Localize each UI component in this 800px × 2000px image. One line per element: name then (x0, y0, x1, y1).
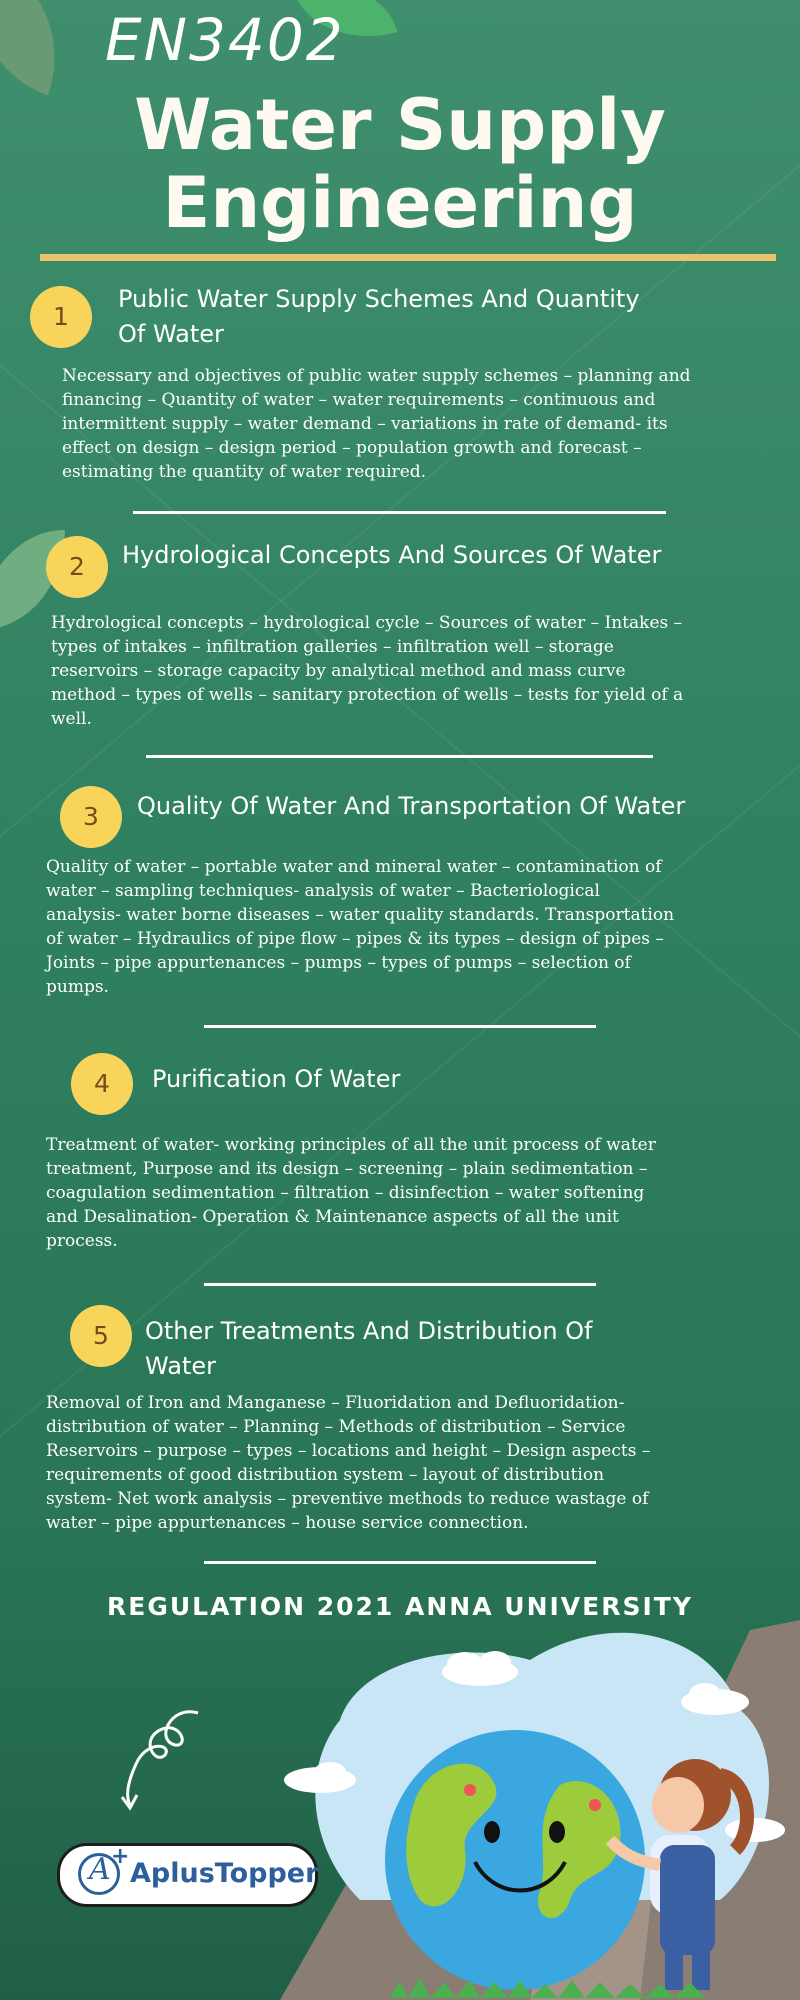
unit-number-badge: 2 (46, 536, 108, 598)
unit-heading: Hydrological Concepts And Sources Of Water (122, 541, 662, 569)
regulation-caption: REGULATION 2021 ANNA UNIVERSITY (107, 1592, 693, 1621)
unit-number-badge: 4 (71, 1053, 133, 1115)
unit-description: Hydrological concepts – hydrological cycle – Sources of water – Intakes – types of intakes – infiltration galleries – infiltration well – storage reservoirs – storage capacity by analytical method and mass curve method – types of wells – sanitary protection of wells – tests for yield of a well. (51, 613, 684, 729)
unit-heading: Purification Of Water (152, 1065, 401, 1093)
section-divider (204, 1283, 596, 1286)
unit-heading: Public Water Supply Schemes And Quantity Of Water (118, 285, 640, 348)
unit-number-badge: 5 (70, 1305, 132, 1367)
unit-number-badge: 3 (60, 786, 122, 848)
logo-mark: A (89, 1852, 111, 1887)
section-divider (204, 1561, 596, 1564)
page-title-line1: Water Supply (134, 84, 666, 166)
aplustopper-logo[interactable] (57, 1843, 318, 1907)
title-underline (40, 254, 776, 261)
earth-illustration (280, 1600, 800, 2000)
unit-description: Quality of water – portable water and mineral water – contamination of water – sampling techniques- analysis of water – Bacteriological analysis- water borne diseases – water quality standards. Transportation of water – Hydraulics of pipe flow – pipes & its types – design of pipes – Joints – pipe appurtenances – pumps – types of pumps – selection of pumps. (46, 857, 675, 997)
unit-heading: Quality Of Water And Transportation Of Water (137, 792, 686, 820)
unit-description: Treatment of water- working principles of all the unit process of water treatment, Purpose and its design – screening – plain sedimentation – coagulation sedimentation – filtration – disinfection – water softening and Desalination- Operation & Maintenance aspects of all the unit process. (46, 1135, 656, 1251)
unit-description: Removal of Iron and Manganese – Fluoridation and Defluoridation- distribution of water – Planning – Methods of distribution – Service Reservoirs – purpose – types – locations and height – Design aspects – requirements of good distribution system – layout of distribution system- Net work analysis – preventive methods to reduce wastage of water – pipe appurtenances – house service connection. (46, 1393, 651, 1533)
leaf-icon (0, 0, 85, 95)
unit-heading: Other Treatments And Distribution Of Water (145, 1317, 593, 1380)
section-divider (146, 755, 653, 758)
logo-text: AplusTopper (130, 1858, 319, 1889)
unit-number-badge: 1 (30, 286, 92, 348)
course-code: EN3402 (105, 6, 345, 74)
unit-description: Necessary and objectives of public water supply schemes – planning and financing – Quantity of water – water requirements – continuous and intermittent supply – water demand – variations in rate of demand- its effect on design – design period – population growth and forecast – estimating the quantity of water required. (62, 366, 691, 482)
section-divider (133, 511, 666, 514)
cloud-icon (725, 1818, 785, 1842)
page-title-line2: Engineering (162, 162, 638, 244)
curly-arrow-icon (110, 1705, 210, 1815)
logo-plus: + (111, 1844, 130, 1869)
section-divider (204, 1025, 596, 1028)
